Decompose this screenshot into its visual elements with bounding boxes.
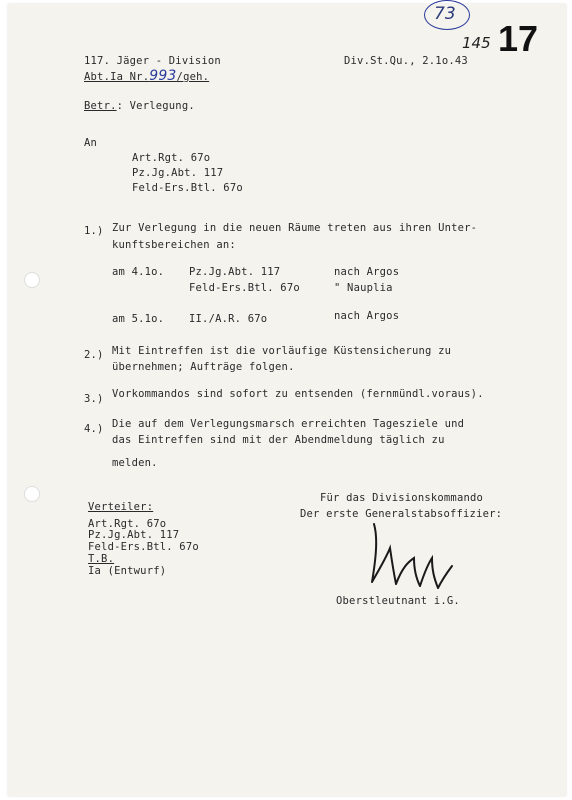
item-2-number: 2.) (84, 349, 104, 361)
circled-number-text: 73 (434, 4, 456, 24)
addressee-item: Art.Rgt. 67o (132, 152, 211, 164)
distribution-item: Feld-Ers.Btl. 67o (88, 541, 199, 553)
subject-label: Betr. (84, 100, 117, 112)
item-1-text: kunftsbereichen an: (112, 239, 236, 251)
item-4-text: melden. (112, 457, 158, 469)
item-4-text: das Eintreffen sind mit der Abendmeldung täglich zu (112, 434, 445, 446)
move-destination: nach Argos (334, 310, 400, 322)
item-3-text: Vorkommandos sind sofort zu entsenden (fernmündl.voraus). (112, 388, 484, 400)
reference-prefix: Abt.Ia Nr. (84, 71, 150, 83)
addressee-label: An (84, 137, 98, 149)
reference-line (84, 70, 209, 84)
handwritten-signature (356, 518, 466, 596)
distribution-label: Verteiler: (88, 501, 154, 513)
item-4-number: 4.) (84, 423, 104, 435)
punch-hole-bottom (24, 486, 40, 502)
move-destination: " Nauplia (334, 282, 393, 294)
signature-line-2: Der erste Generalstabsoffizier: (300, 508, 503, 520)
distribution-item: Pz.Jg.Abt. 117 (88, 529, 180, 541)
location-date: Div.St.Qu., 2.1o.43 (344, 55, 468, 67)
item-4-text: Die auf dem Verlegungsmarsch erreichten Tagesziele und (112, 418, 465, 430)
distribution-item: Ia (Entwurf) (88, 565, 167, 577)
move-unit: II./A.R. 67o (189, 313, 268, 325)
item-2-text: übernehmen; Aufträge folgen. (112, 361, 295, 373)
move-destination: nach Argos (334, 266, 400, 278)
addressee-item: Pz.Jg.Abt. 117 (132, 167, 224, 179)
subject-text: : Verlegung. (116, 100, 195, 112)
move-unit: Feld-Ers.Btl. 67o (189, 282, 300, 294)
item-1-number: 1.) (84, 225, 104, 237)
subject-line (84, 100, 195, 113)
addressee-item: Feld-Ers.Btl. 67o (132, 182, 243, 194)
item-2-text: Mit Eintreffen ist die vorläufige Küstensicherung zu (112, 345, 452, 357)
signature-line-1: Für das Divisionskommando (320, 492, 484, 504)
reference-number-handwritten: 993 (149, 68, 177, 84)
page-number-handwritten: 145 (462, 34, 491, 52)
division-name: 117. Jäger - Division (84, 55, 221, 67)
distribution-item: Art.Rgt. 67o (88, 518, 167, 530)
move-date: am 4.1o. (112, 266, 165, 278)
signatory-rank: Oberstleutnant i.G. (336, 595, 460, 607)
punch-hole-top (24, 272, 40, 288)
distribution-item: T.B. (88, 553, 115, 565)
move-date: am 5.1o. (112, 313, 165, 325)
item-1-text: Zur Verlegung in die neuen Räume treten aus ihren Unter- (112, 222, 478, 234)
move-unit: Pz.Jg.Abt. 117 (189, 266, 281, 278)
page-number-stamp: 17 (498, 18, 539, 59)
reference-suffix: /geh. (176, 71, 210, 83)
item-3-number: 3.) (84, 393, 104, 405)
